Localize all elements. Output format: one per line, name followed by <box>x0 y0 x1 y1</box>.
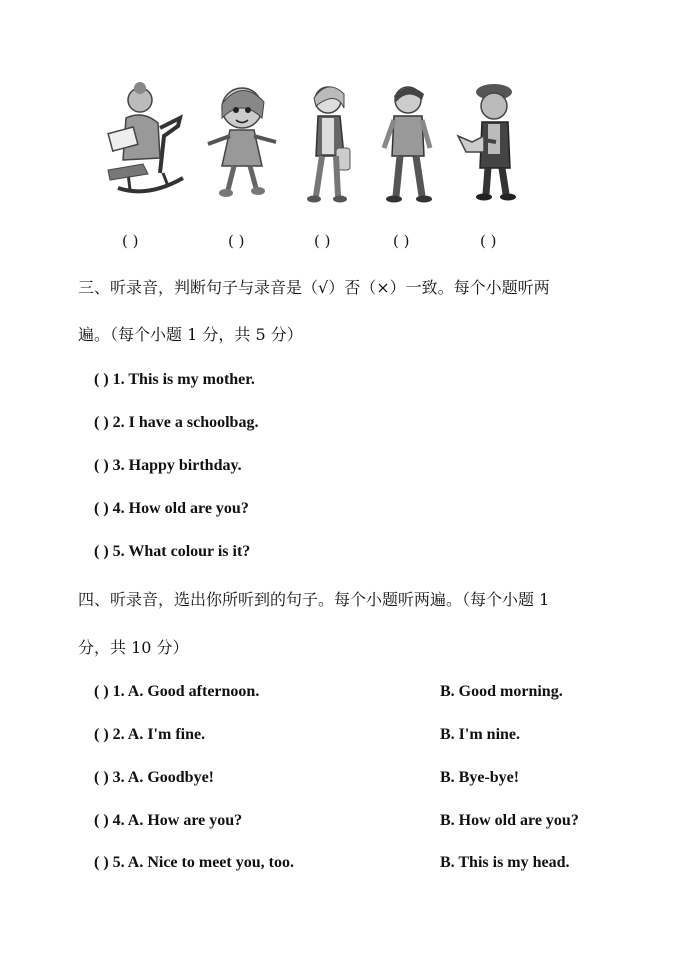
item-text: 2. I have a schoolbag. <box>112 414 259 431</box>
answer-blank[interactable]: ( ) <box>94 683 109 700</box>
woman-with-bag-icon <box>298 78 360 206</box>
item-text: 1. This is my mother. <box>112 371 255 388</box>
list-item <box>94 414 258 432</box>
option-b: B. Good morning. <box>440 683 563 700</box>
option-a: 2. A. I'm fine. <box>112 726 206 743</box>
option-a: 4. A. How are you? <box>112 812 243 829</box>
character-picture-row <box>0 78 688 208</box>
answer-blank[interactable]: ( ) <box>94 769 109 786</box>
section4-heading-line2: 分，共 10 分） <box>78 638 189 657</box>
answer-blank[interactable]: ( ) <box>94 854 109 871</box>
item-text: 4. How old are you? <box>112 500 249 517</box>
option-a: 3. A. Goodbye! <box>112 769 214 786</box>
section3-heading-line1: 三、听录音，判断句子与录音是（√）否（×）一致。每个小题听两 <box>78 278 550 297</box>
girl-waving-icon <box>200 78 280 203</box>
answer-blank[interactable]: ( ) <box>94 457 109 474</box>
table-row <box>94 812 242 830</box>
option-a: 1. A. Good afternoon. <box>112 683 260 700</box>
item-text: 3. Happy birthday. <box>112 457 242 474</box>
answer-blank[interactable]: ( ) <box>94 543 109 560</box>
item-text: 5. What colour is it? <box>112 543 251 560</box>
section3-heading-line2: 遍。（每个小题 1 分，共 5 分） <box>78 325 303 344</box>
list-item <box>94 500 249 518</box>
table-row <box>94 769 214 787</box>
answer-blank[interactable]: ( ) <box>94 371 109 388</box>
option-b: B. This is my head. <box>440 854 570 871</box>
table-row <box>94 854 294 872</box>
table-row <box>94 726 205 744</box>
option-a: 5. A. Nice to meet you, too. <box>112 854 294 871</box>
grandma-reading-rocking-chair-icon <box>98 78 188 198</box>
grandpa-with-watering-can-icon <box>450 78 522 203</box>
figure-answer-blank[interactable]: ( ) <box>122 232 139 250</box>
answer-blank[interactable]: ( ) <box>94 414 109 431</box>
list-item <box>94 457 242 475</box>
option-b: B. I'm nine. <box>440 726 521 743</box>
figure-answer-blank[interactable]: ( ) <box>480 232 497 250</box>
option-b: B. How old are you? <box>440 812 579 829</box>
list-item <box>94 543 250 561</box>
man-walking-icon <box>378 78 438 206</box>
section4-heading-line1: 四、听录音，选出你所听到的句子。每个小题听两遍。（每个小题 1 <box>78 590 550 609</box>
answer-blank[interactable]: ( ) <box>94 500 109 517</box>
answer-blank[interactable]: ( ) <box>94 726 109 743</box>
figure-answer-blank[interactable]: ( ) <box>228 232 245 250</box>
list-item <box>94 371 255 389</box>
figure-answer-blank[interactable]: ( ) <box>314 232 331 250</box>
table-row <box>94 683 259 701</box>
option-b: B. Bye-bye! <box>440 769 520 786</box>
answer-blank[interactable]: ( ) <box>94 812 109 829</box>
figure-answer-blank[interactable]: ( ) <box>393 232 410 250</box>
